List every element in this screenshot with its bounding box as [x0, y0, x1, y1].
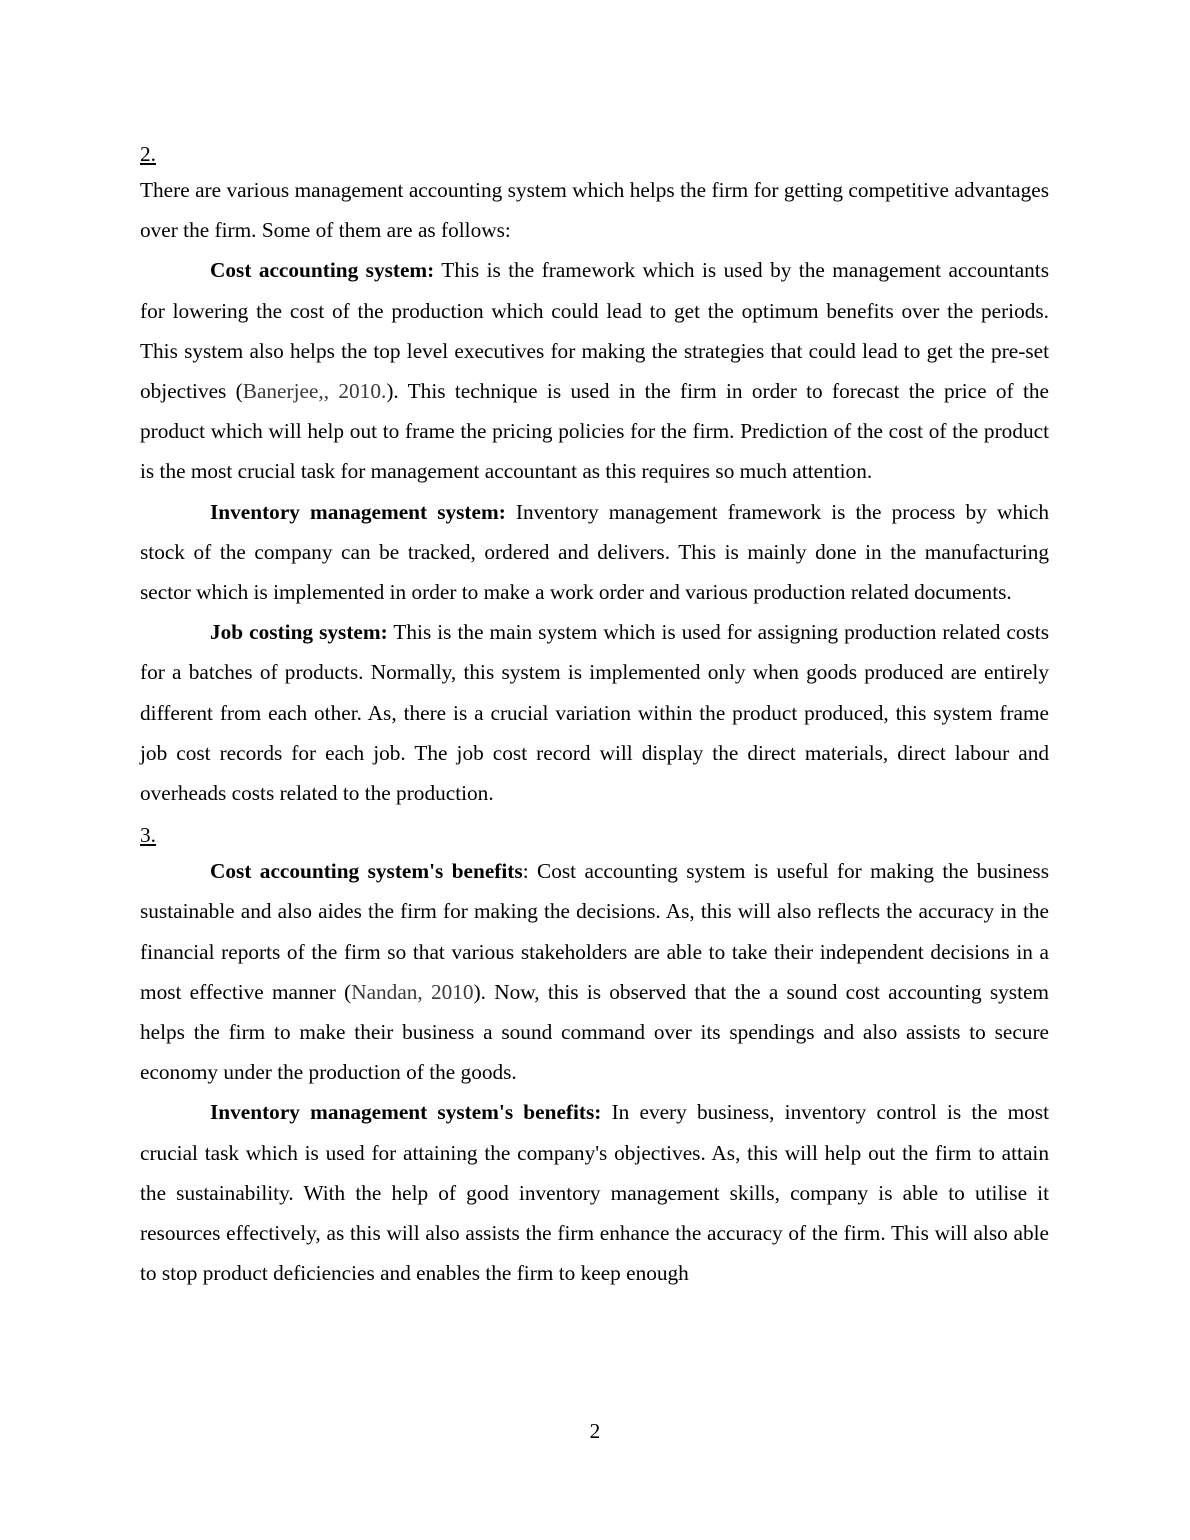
term-cost-accounting-benefits: Cost accounting system's benefits [210, 859, 523, 884]
paragraph-inventory-management-system [140, 492, 1049, 613]
page-number: 2 [589, 1419, 601, 1443]
intro-paragraph: There are various management accounting system which helps the firm for getting competitive advantages over the firm. Some of them are as follows: [140, 178, 1049, 243]
paragraph-cost-accounting-system [140, 250, 1049, 491]
citation-banerjee: Banerjee,, 2010. [242, 379, 387, 404]
paragraph-text: Inventory management framework is the process by which stock of the company can be tracked, ordered and delivers. This is mainly done in the manufacturing sector which is implemented in order to make a work order and various production related documents. [140, 499, 1049, 605]
term-inventory-management-benefits: Inventory management system's benefits: [210, 1100, 602, 1125]
paragraph-text: ). This technique is used in the firm in order to forecast the price of the product which will help out to frame the pricing policies for the firm. Prediction of the cost of the product is the most crucial task for management accountant as this requires so much attention. [140, 379, 1049, 484]
paragraph-job-costing-system [140, 612, 1049, 813]
section-heading-3: 3. [140, 823, 156, 848]
page-content [140, 138, 1049, 1293]
paragraph-inventory-management-benefits [140, 1092, 1049, 1293]
paragraph-text: : Cost accounting system is useful for making the business sustainable and also aides the firm for making the decisions. As, this will also reflects the accuracy in the financial reports of the firm so that various stakeholders are able to take their independent decisions in a most effective manner ( [140, 859, 1049, 1004]
term-inventory-management-system: Inventory management system: [210, 499, 506, 524]
paragraph-text: This is the main system which is used for assigning production related costs for a batches of products. Normally, this system is implemented only when goods produced are entirely different from each other. As, there is a crucial variation within the product produced, this system frame job cost records for each job. The job cost record will display the direct materials, direct labour and overheads costs related to the production. [140, 620, 1049, 806]
paragraph-cost-accounting-benefits [140, 851, 1049, 1092]
term-job-costing-system: Job costing system: [210, 620, 388, 645]
paragraph-text: In every business, inventory control is the most crucial task which is used for attaining the company's objectives. As, this will help out the firm to attain the sustainability. With the help of good inventory management skills, company is able to utilise it resources effectively, as this will also assists the firm enhance the accuracy of the firm. This will also able to stop product deficiencies and enables the firm to keep enough [140, 1100, 1050, 1286]
paragraph-text: ). Now, this is observed that the a sound cost accounting system helps the firm to make their business a sound command over its spendings and also assists to secure economy under the production of the goods. [140, 979, 1049, 1085]
citation-nandan: Nandan, 2010 [351, 979, 474, 1004]
section-heading-2: 2. [140, 142, 156, 166]
term-cost-accounting-system: Cost accounting system: [210, 258, 435, 283]
paragraph-text: This is the framework which is used by the management accountants for lowering the cost of the production which could lead to get the optimum benefits over the periods. This system also helps the top level executives for making the strategies that could lead to get the pre-set objectives ( [140, 258, 1049, 404]
